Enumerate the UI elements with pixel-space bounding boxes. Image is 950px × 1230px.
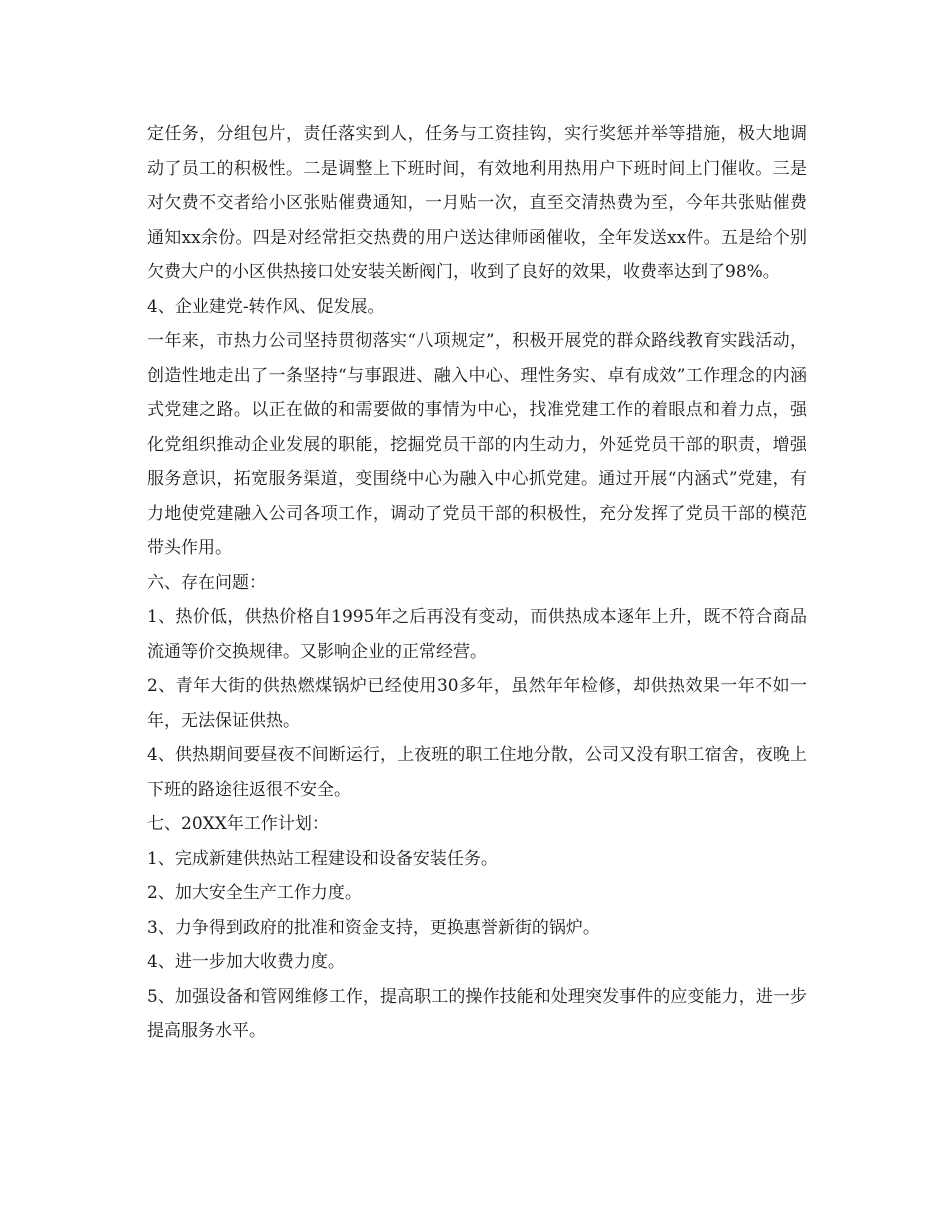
document-body [147, 117, 807, 1049]
plan-item-4: 4、进一步加大收费力度。 [147, 952, 345, 972]
plan-item-2: 2、加大安全生产工作力度。 [147, 883, 362, 903]
problem-item-4: 4、供热期间要昼夜不间断运行，上夜班的职工住地分散，公司又没有职工宿舍，夜晚上下班的路途往返很不安全。 [147, 745, 807, 800]
heading-party-building: 4、企业建党-转作风、促发展。 [147, 296, 385, 317]
plan-item-5: 5、加强设备和管网维修工作，提高职工的操作技能和处理突发事件的应变能力，进一步提高服务水平。 [147, 986, 807, 1041]
problem-item-2: 2、青年大街的供热燃煤锅炉已经使用30多年，虽然年年检修，却供热效果一年不如一年，无法保证供热。 [147, 676, 807, 731]
paragraph-party-building: 一年来，市热力公司坚持贯彻落实“八项规定”，积极开展党的群众路线教育实践活动，创造性地走出了一条坚持“与事跟进、融入中心、理性务实、卓有成效”工作理念的内涵式党建之路。以正在做的和需要做的事情为中心，找准党建工作的着眼点和着力点，强化党组织推动企业发展的职能，挖掘党员干部的内生动力，外延党员干部的职责，增强服务意识，拓宽服务渠道，变围绕中心为融入中心抓党建。通过开展“内涵式”党建，有力地使党建融入公司各项工作，调动了党员干部的积极性，充分发挥了党员干部的模范带头作用。 [147, 331, 807, 558]
plan-item-3: 3、力争得到政府的批准和资金支持，更换惠誉新街的锅炉。 [147, 917, 600, 938]
section-heading-work-plan: 七、20XX年工作计划： [147, 814, 329, 834]
section-heading-problems: 六、存在问题： [147, 572, 266, 593]
problem-item-1: 1、热价低，供热价格自1995年之后再没有变动，而供热成本逐年上升，既不符合商品流通等价交换规律。又影响企业的正常经营。 [147, 607, 807, 662]
paragraph-fee-collection: 定任务，分组包片，责任落实到人，任务与工资挂钩，实行奖惩并举等措施，极大地调动了员工的积极性。二是调整上下班时间，有效地利用热用户下班时间上门催收。三是对欠费不交者给小区张贴催费通知，一月贴一次，直至交清热费为至，今年共张贴催费通知xx余份。四是对经常拒交热费的用户送达律师函催收，全年发送xx件。五是给个别欠费大户的小区供热接口处安装关断阀门，收到了良好的效果，收费率达到了98%。 [147, 124, 807, 282]
plan-item-1: 1、完成新建供热站工程建设和设备安装任务。 [147, 848, 498, 869]
